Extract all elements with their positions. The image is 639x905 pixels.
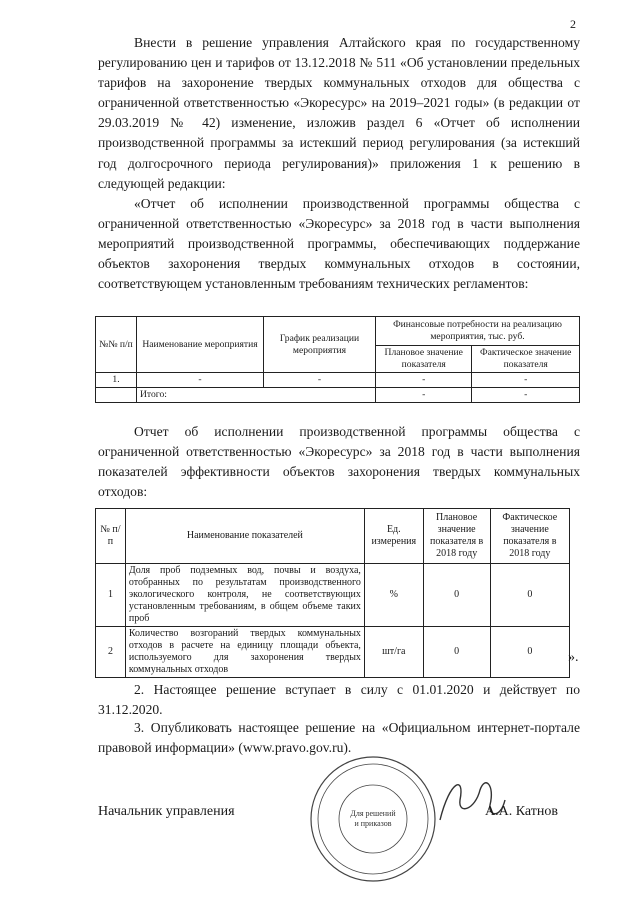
report2-text: Отчет об исполнении производственной программы общества с ограниченной ответственностью «Экоресурс» за 2018 год в части выполнения показателей эффективности объектов захоронения твердых коммунальных отходов: bbox=[98, 424, 580, 500]
table2-header-unit: Ед. измерения bbox=[364, 509, 423, 564]
item3-text: 3. Опубликовать настоящее решение на «Официальном интернет-портале правовой информации» (www.pravo.gov.ru). bbox=[98, 720, 580, 756]
table1-header-name: Наименование мероприятия bbox=[137, 317, 264, 373]
item3-paragraph bbox=[98, 718, 580, 758]
table1-total-actual: - bbox=[472, 388, 580, 403]
table1-cell-planned: - bbox=[376, 373, 472, 388]
table2-header-name: Наименование показателей bbox=[125, 509, 364, 564]
signature-scribble bbox=[430, 770, 510, 830]
table2-row2-planned: 0 bbox=[423, 627, 490, 678]
item2-text: 2. Настоящее решение вступает в силу с 01.01.2020 и действует по 31.12.2020. bbox=[98, 682, 580, 718]
table-total-row bbox=[96, 388, 580, 403]
table1-header-num: №№ п/п bbox=[96, 317, 137, 373]
events-table bbox=[95, 316, 580, 403]
table2-row2-name: Количество возгораний твердых коммунальных отходов в расчете на единицу площади объекта, используемого для захоронения твердых коммунальных отходов bbox=[125, 627, 364, 678]
table1-header-actual: Фактическое значение показателя bbox=[472, 346, 580, 373]
intro-paragraph bbox=[98, 33, 580, 194]
table2-row1-planned: 0 bbox=[423, 564, 490, 627]
intro-text: Внести в решение управления Алтайского края по государственному регулированию цен и тарифов от 13.12.2018 № 511 «Об установлении предельных тарифов на захоронение твердых коммунальных отходов для общества с ограниченной ответственностью «Экоресурс» на 2019–2021 годы» (в редакции от 29.03.2019 № 42) изменение, изложив раздел 6 «Отчет об исполнении производственной программы за истекший период регулирования (за истекший год долгосрочного периода регулирования)» приложения 1 к решению в следующей редакции: bbox=[98, 35, 580, 191]
official-stamp bbox=[308, 754, 438, 884]
indicators-table bbox=[95, 508, 570, 678]
item2-paragraph bbox=[98, 680, 580, 720]
table2-row2-actual: 0 bbox=[490, 627, 569, 678]
report1-text: «Отчет об исполнении производственной программы общества с ограниченной ответственностью «Экоресурс» за 2018 год в части выполнения мероприятий производственной программы, обеспечивающих поддержание объектов захоронения твердых коммунальных отходов в состоянии, соответствующем установленным требованиям технических регламентов: bbox=[98, 196, 580, 292]
table2-header-num: № п/п bbox=[96, 509, 126, 564]
table1-total-empty bbox=[96, 388, 137, 403]
svg-text:и приказов: и приказов bbox=[354, 819, 392, 828]
table1-header-schedule: График реализации мероприятия bbox=[264, 317, 376, 373]
table2-row1-num: 1 bbox=[96, 564, 126, 627]
table2-row2-unit: шт/га bbox=[364, 627, 423, 678]
table-row bbox=[96, 373, 580, 388]
table1-cell-schedule: - bbox=[264, 373, 376, 388]
closing-quote: ». bbox=[568, 650, 579, 665]
table2-header-planned: Плановое значение показателя в 2018 году bbox=[423, 509, 490, 564]
table1-cell-name: - bbox=[137, 373, 264, 388]
table2-row1-actual: 0 bbox=[490, 564, 569, 627]
signatory-title: Начальник управления bbox=[98, 804, 235, 819]
signatory-name: А.А. Катнов bbox=[485, 804, 558, 819]
report1-paragraph bbox=[98, 194, 580, 294]
table2-row1-unit: % bbox=[364, 564, 423, 627]
table1-total-planned: - bbox=[376, 388, 472, 403]
report2-paragraph bbox=[98, 422, 580, 502]
page-number: 2 bbox=[570, 17, 576, 31]
table1-cell-num: 1. bbox=[96, 373, 137, 388]
table-row bbox=[96, 627, 570, 678]
table2-row2-num: 2 bbox=[96, 627, 126, 678]
table1-header-finance: Финансовые потребности на реализацию мероприятия, тыс. руб. bbox=[376, 317, 580, 346]
table1-header-planned: Плановое значение показателя bbox=[376, 346, 472, 373]
table-row bbox=[96, 564, 570, 627]
table1-cell-actual: - bbox=[472, 373, 580, 388]
svg-text:Для решений: Для решений bbox=[350, 809, 396, 818]
table2-header-actual: Фактическое значение показателя в 2018 году bbox=[490, 509, 569, 564]
table1-total-label: Итого: bbox=[137, 388, 376, 403]
table2-row1-name: Доля проб подземных вод, почвы и воздуха, отобранных по результатам производственного экологического контроля, не соответствующих установленным требованиям, в общем объеме таких проб bbox=[125, 564, 364, 627]
